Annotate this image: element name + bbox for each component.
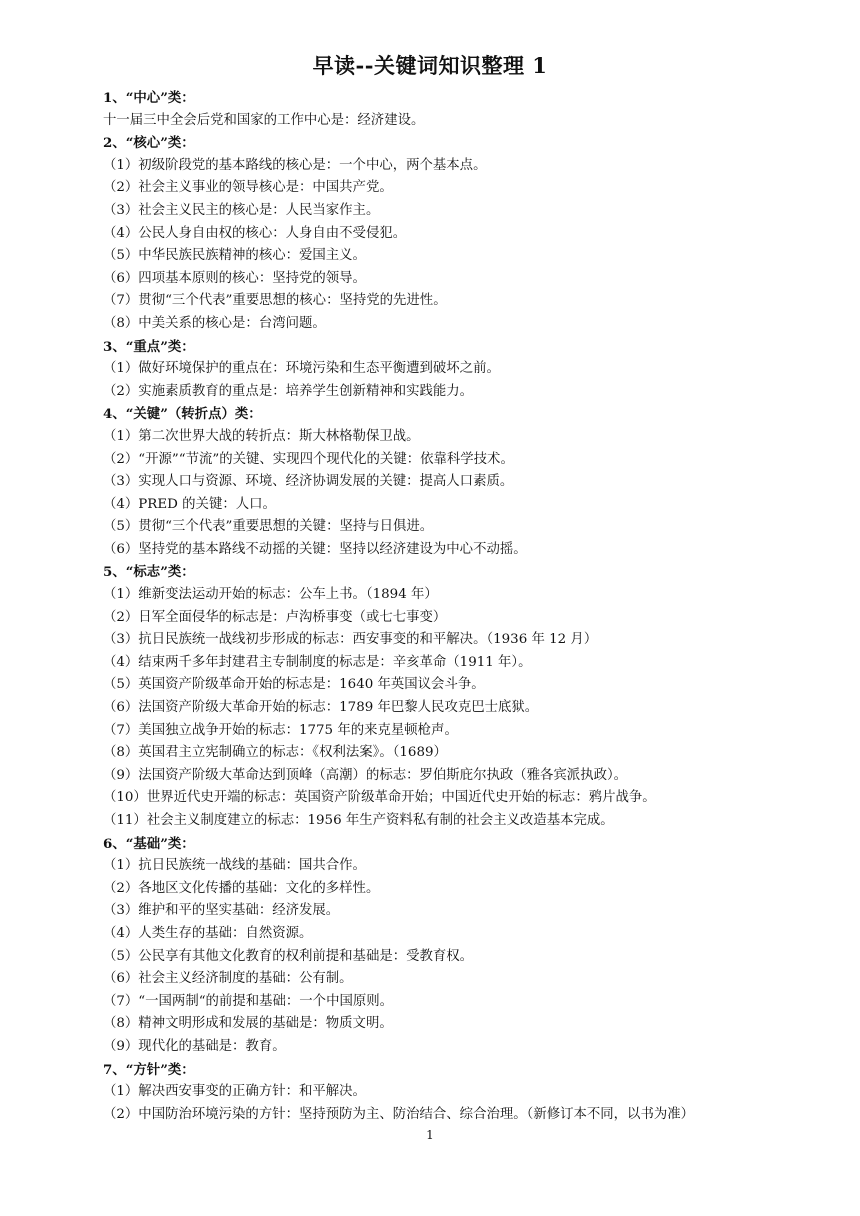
list-item: （6）四项基本原则的核心：坚持党的领导。 <box>103 270 366 286</box>
list-item: （9）法国资产阶级大革命达到顶峰（高潮）的标志：罗伯斯庇尔执政（雅各宾派执政）。 <box>103 767 628 783</box>
document-body <box>103 87 803 1126</box>
list-item: （2）社会主义事业的领导核心是：中国共产党。 <box>103 180 393 196</box>
list-item: （11）社会主义制度建立的标志：1956 年生产资料私有制的社会主义改造基本完成。 <box>103 813 614 828</box>
list-item: （4）人类生存的基础：自然资源。 <box>103 925 313 941</box>
list-item: （4）结束两千多年封建君主专制制度的标志是：辛亥革命（1911 年）。 <box>103 654 532 670</box>
list-item: （2）中国防治环境污染的方针：坚持预防为主、防治结合、综合治理。（新修订本不同，以书为准） <box>103 1106 695 1122</box>
list-item: （3）社会主义民主的核心是：人民当家作主。 <box>103 202 380 218</box>
section-heading: 1、“中心”类： <box>103 90 195 106</box>
list-item: （6）坚持党的基本路线不动摇的关键：坚持以经济建设为中心不动摇。 <box>103 541 527 557</box>
list-item: （7）“一国两制“的前提和基础：一个中国原则。 <box>103 993 394 1009</box>
list-item: （1）初级阶段党的基本路线的核心是：一个中心，两个基本点。 <box>103 157 487 173</box>
list-item: （8）中美关系的核心是：台湾问题。 <box>103 315 326 331</box>
list-item: （2）实施素质教育的重点是：培养学生创新精神和实践能力。 <box>103 383 474 399</box>
page-number: 1 <box>426 1128 434 1142</box>
section-line: 十一届三中全会后党和国家的工作中心是：经济建设。 <box>103 112 425 128</box>
list-item: （4）公民人身自由权的核心：人身自由不受侵犯。 <box>103 225 407 241</box>
list-item: （8）精神文明形成和发展的基础是：物质文明。 <box>103 1016 393 1032</box>
section-heading: 4、“关键”（转折点）类： <box>103 406 262 423</box>
list-item: （6）法国资产阶级大革命开始的标志：1789 年巴黎人民攻克巴士底狱。 <box>103 700 539 716</box>
section-heading: 6、“基础”类： <box>103 835 195 852</box>
list-item: （6）社会主义经济制度的基础：公有制。 <box>103 971 353 987</box>
list-item: （2）日军全面侵华的标志是：卢沟桥事变（或七七事变） <box>103 609 447 625</box>
section-heading: 2、“核心”类： <box>103 135 195 152</box>
list-item: （2）“开源”“节流”的关键、实现四个现代化的关键：依靠科学技术。 <box>103 451 514 467</box>
list-item: （1）第二次世界大战的转折点：斯大林格勒保卫战。 <box>103 428 420 444</box>
list-item: （5）英国资产阶级革命开始的标志是：1640 年英国议会斗争。 <box>103 677 485 693</box>
document-title: 早读--关键词知识整理 1 <box>312 53 548 78</box>
list-item: （3）维护和平的坚实基础：经济发展。 <box>103 903 340 919</box>
list-item: （7）美国独立战争开始的标志：1775 年的来克星顿枪声。 <box>103 722 458 738</box>
list-item: （9）现代化的基础是：教育。 <box>103 1038 286 1054</box>
section-heading: 7、“方针”类： <box>103 1061 195 1078</box>
list-item: （5）贯彻“三个代表”重要思想的关键：坚持与日俱进。 <box>103 519 434 535</box>
list-item: （5）中华民族民族精神的核心：爱国主义。 <box>103 248 366 264</box>
list-item: （3）实现人口与资源、环境、经济协调发展的关键：提高人口素质。 <box>103 474 514 490</box>
list-item: （5）公民享有其他文化教育的权利前提和基础是：受教育权。 <box>103 948 474 964</box>
list-item: （4）PRED 的关键：人口。 <box>103 496 276 512</box>
list-item: （10）世界近代史开端的标志：英国资产阶级革命开始；中国近代史开始的标志：鸦片战争。 <box>103 790 656 806</box>
list-item: （7）贯彻“三个代表”重要思想的核心：坚持党的先进性。 <box>103 293 447 309</box>
section-heading: 3、“重点”类： <box>103 338 195 355</box>
section-heading: 5、“标志”类： <box>103 564 195 581</box>
list-item: （2）各地区文化传播的基础：文化的多样性。 <box>103 880 380 896</box>
list-item: （1）解决西安事变的正确方针：和平解决。 <box>103 1084 366 1100</box>
list-item: （1）抗日民族统一战线的基础：国共合作。 <box>103 858 366 874</box>
list-item: （3）抗日民族统一战线初步形成的标志：西安事变的和平解决。（1936 年 12 月） <box>103 632 598 648</box>
list-item: （1）做好环境保护的重点在：环境污染和生态平衡遭到破坏之前。 <box>103 361 500 377</box>
list-item: （8）英国君主立宪制确立的标志：《权利法案》。（1689） <box>103 745 447 761</box>
list-item: （1）维新变法运动开始的标志：公车上书。（1894 年） <box>103 587 438 603</box>
